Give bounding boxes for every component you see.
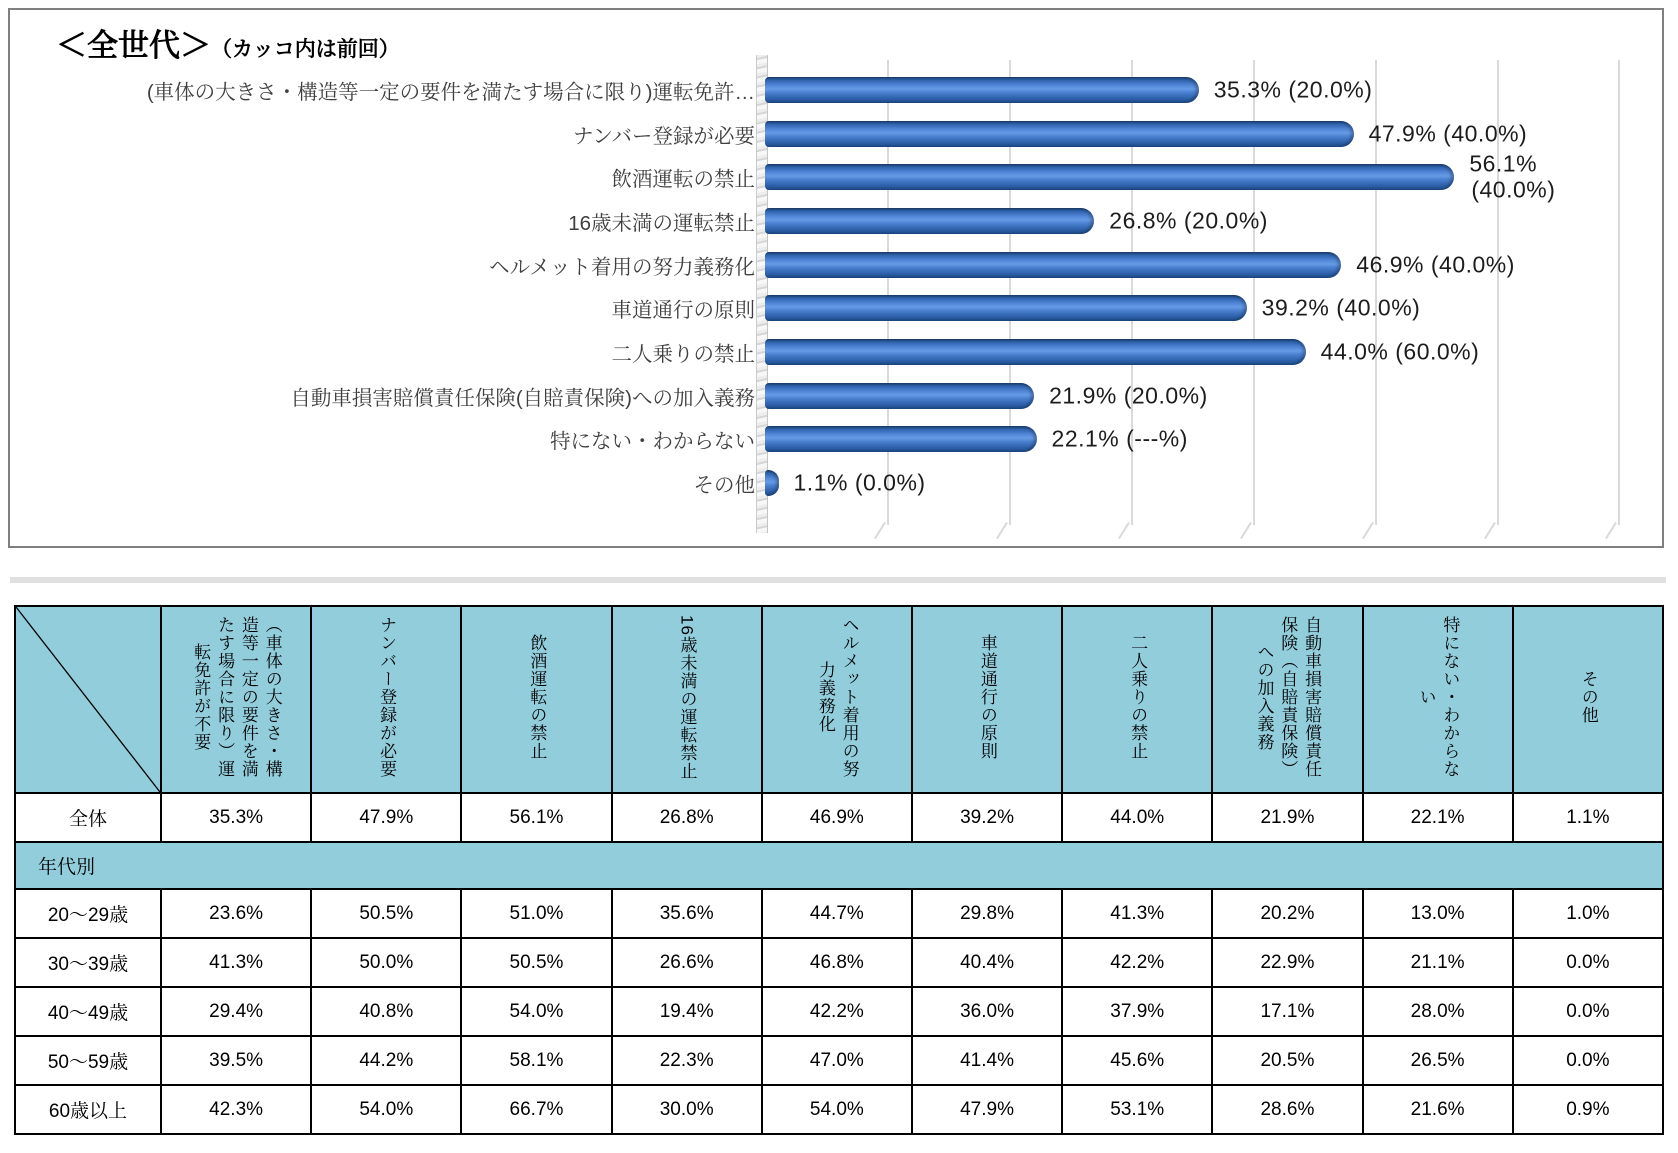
table-value-cell: 54.0% xyxy=(762,1085,912,1134)
chart-track xyxy=(765,374,1662,418)
chart-track xyxy=(765,68,1662,112)
table-value-cell: 21.6% xyxy=(1363,1085,1513,1134)
table-value-cell: 13.0% xyxy=(1363,889,1513,938)
chart-row xyxy=(10,199,1662,243)
table-value-cell: 23.6% xyxy=(161,889,311,938)
table-value-cell: 29.8% xyxy=(912,889,1062,938)
table-value-cell: 22.1% xyxy=(1363,793,1513,842)
table-header-cell xyxy=(161,606,311,793)
table-value-cell: 41.3% xyxy=(161,938,311,987)
table-value-cell: 50.5% xyxy=(311,889,461,938)
chart-track xyxy=(765,199,1662,243)
table-header-row xyxy=(15,606,1663,793)
table-value-cell: 54.0% xyxy=(461,987,611,1036)
table-value-cell: 1.1% xyxy=(1513,793,1663,842)
table-value-cell: 50.0% xyxy=(311,938,461,987)
table-value-cell: 47.0% xyxy=(762,1036,912,1085)
chart-row xyxy=(10,286,1662,330)
chart-bar xyxy=(765,470,779,496)
chart-value-label: 35.3% (20.0%) xyxy=(1213,76,1373,103)
chart-category-label: 二人乗りの禁止 xyxy=(611,342,755,366)
table-value-cell: 26.6% xyxy=(612,938,762,987)
table-header-cell xyxy=(461,606,611,793)
row-label-cell: 40～49歳 xyxy=(15,987,161,1036)
table-value-cell: 17.1% xyxy=(1212,987,1362,1036)
table-header-text: その他 xyxy=(1578,670,1598,724)
row-label-cell: 60歳以上 xyxy=(15,1085,161,1134)
row-label-cell: 全体 xyxy=(15,793,161,842)
table-value-cell: 44.0% xyxy=(1062,793,1212,842)
chart-track xyxy=(765,286,1662,330)
chart-title: ＜全世代＞ xyxy=(56,28,211,63)
chart-category-label: 自動車損害賠償責任保険(自賠責保険)への加入義務 xyxy=(290,386,755,410)
table-row xyxy=(15,793,1663,842)
chart-category-label: ヘルメット着用の努力義務化 xyxy=(489,255,755,279)
table-header-cell xyxy=(912,606,1062,793)
table-header-cell xyxy=(1062,606,1212,793)
table-value-cell: 37.9% xyxy=(1062,987,1212,1036)
table-header-text: 二人乗りの禁止 xyxy=(1128,634,1148,760)
table-value-cell: 46.8% xyxy=(762,938,912,987)
chart-value-label: 21.9% (20.0%) xyxy=(1049,382,1208,409)
table-value-cell: 42.2% xyxy=(762,987,912,1036)
chart-category-label: (車体の大きさ・構造等一定の要件を満たす場合に限り)運転免許… xyxy=(146,80,755,104)
chart-panel xyxy=(8,8,1664,548)
corner-cell xyxy=(15,606,161,793)
chart-row xyxy=(10,112,1662,156)
chart-bar xyxy=(765,252,1341,278)
chart-title-note: （カッコ内は前回） xyxy=(211,38,400,61)
chart-value-label: 26.8% (20.0%) xyxy=(1109,207,1268,234)
table-header-cell xyxy=(1513,606,1663,793)
table-value-cell: 42.2% xyxy=(1062,938,1212,987)
chart-value-label: 47.9% (40.0%) xyxy=(1368,120,1528,147)
chart-track xyxy=(765,112,1662,156)
chart-track xyxy=(765,461,1662,505)
table-header-text: 特にない・わからない xyxy=(1416,616,1460,778)
table-header-cell xyxy=(1363,606,1513,793)
table-value-cell: 56.1% xyxy=(461,793,611,842)
table-value-cell: 0.0% xyxy=(1513,1036,1663,1085)
table-value-cell: 26.5% xyxy=(1363,1036,1513,1085)
table-value-cell: 21.9% xyxy=(1212,793,1362,842)
corner-diagonal-line xyxy=(16,607,160,792)
table-value-cell: 22.9% xyxy=(1212,938,1362,987)
chart-category-label: 特にない・わからない xyxy=(550,430,755,454)
chart-row xyxy=(10,68,1662,112)
table-value-cell: 26.8% xyxy=(612,793,762,842)
table-header-text: ヘルメット着用の努力義務化 xyxy=(815,616,859,778)
chart-track xyxy=(765,418,1662,462)
table-value-cell: 42.3% xyxy=(161,1085,311,1134)
chart-track xyxy=(765,243,1662,287)
chart-category-label: 車道通行の原則 xyxy=(611,299,755,323)
table-value-cell: 0.0% xyxy=(1513,987,1663,1036)
chart-bar xyxy=(765,208,1094,234)
table-value-cell: 35.3% xyxy=(161,793,311,842)
table-value-cell: 39.2% xyxy=(912,793,1062,842)
data-table xyxy=(14,605,1664,1135)
table-row xyxy=(15,889,1663,938)
table-value-cell: 66.7% xyxy=(461,1085,611,1134)
section-label-cell: 年代別 xyxy=(15,842,1663,889)
chart-row xyxy=(10,461,1662,505)
table-value-cell: 35.6% xyxy=(612,889,762,938)
table-value-cell: 40.4% xyxy=(912,938,1062,987)
table-value-cell: 53.1% xyxy=(1062,1085,1212,1134)
table-value-cell: 0.0% xyxy=(1513,938,1663,987)
table-value-cell: 40.8% xyxy=(311,987,461,1036)
table-section-row xyxy=(15,842,1663,889)
table-body xyxy=(15,606,1663,1134)
table-header-text: 自動車損害賠償責任保険（自賠責保険）への加入義務 xyxy=(1254,616,1322,778)
table-row xyxy=(15,987,1663,1036)
table-header-text: 飲酒運転の禁止 xyxy=(527,634,547,760)
chart-row xyxy=(10,150,1662,203)
panel-bottom-edge xyxy=(10,577,1666,583)
chart-category-label: 16歳未満の運転禁止 xyxy=(568,211,755,235)
table-value-cell: 45.6% xyxy=(1062,1036,1212,1085)
chart-value-label: 44.0% (60.0%) xyxy=(1320,338,1480,365)
table-value-cell: 20.2% xyxy=(1212,889,1362,938)
chart-bar xyxy=(765,121,1354,147)
table-value-cell: 29.4% xyxy=(161,987,311,1036)
table-value-cell: 0.9% xyxy=(1513,1085,1663,1134)
chart-row xyxy=(10,243,1662,287)
chart-category-label: その他 xyxy=(693,474,755,498)
chart-value-label: 22.1% (---%) xyxy=(1051,425,1188,452)
chart-value-prev: (40.0%) xyxy=(1471,176,1556,203)
table-value-cell: 44.7% xyxy=(762,889,912,938)
table-value-cell: 58.1% xyxy=(461,1036,611,1085)
table-row xyxy=(15,1036,1663,1085)
table-value-cell: 28.6% xyxy=(1212,1085,1362,1134)
table-header-cell xyxy=(612,606,762,793)
chart-category-label: ナンバー登録が必要 xyxy=(572,124,755,148)
table-value-cell: 39.5% xyxy=(161,1036,311,1085)
table-value-cell: 36.0% xyxy=(912,987,1062,1036)
table-header-cell xyxy=(762,606,912,793)
chart-value-label: 46.9% (40.0%) xyxy=(1356,251,1515,278)
chart-value-label: 1.1% (0.0%) xyxy=(793,469,926,496)
chart-bar xyxy=(765,426,1037,452)
table-header-text: 車道通行の原則 xyxy=(977,634,997,760)
table-value-cell: 1.0% xyxy=(1513,889,1663,938)
chart-category-label: 飲酒運転の禁止 xyxy=(611,168,755,192)
table-value-cell: 46.9% xyxy=(762,793,912,842)
table-header-text: 16歳未満の運転禁止 xyxy=(677,614,697,780)
table-row xyxy=(15,1085,1663,1134)
table-value-cell: 44.2% xyxy=(311,1036,461,1085)
table-value-cell: 41.3% xyxy=(1062,889,1212,938)
chart-bar xyxy=(765,339,1306,365)
table-value-cell: 21.1% xyxy=(1363,938,1513,987)
chart-bar xyxy=(765,295,1247,321)
table-value-cell: 50.5% xyxy=(461,938,611,987)
table-value-cell: 30.0% xyxy=(612,1085,762,1134)
chart-rows xyxy=(10,68,1662,505)
row-label-cell: 50～59歳 xyxy=(15,1036,161,1085)
table-header-cell xyxy=(1212,606,1362,793)
table-header-text: （車体の大きさ・構造等一定の要件を満たす場合に限り）運転免許が不要 xyxy=(191,616,282,778)
table-value-cell: 47.9% xyxy=(311,793,461,842)
table-header-cell xyxy=(311,606,461,793)
table-value-cell: 54.0% xyxy=(311,1085,461,1134)
chart-bar xyxy=(765,77,1199,103)
chart-track xyxy=(765,330,1662,374)
chart-row xyxy=(10,330,1662,374)
table-header-text: ナンバー登録が必要 xyxy=(377,616,397,778)
chart-bar xyxy=(765,383,1034,409)
chart-value-label: 39.2% (40.0%) xyxy=(1261,294,1421,321)
chart-value-label xyxy=(1469,151,1555,203)
table-value-cell: 20.5% xyxy=(1212,1036,1362,1085)
table-row xyxy=(15,938,1663,987)
table-value-cell: 28.0% xyxy=(1363,987,1513,1036)
chart-track xyxy=(765,150,1662,203)
chart-row xyxy=(10,418,1662,462)
table-value-cell: 41.4% xyxy=(912,1036,1062,1085)
row-label-cell: 30～39歳 xyxy=(15,938,161,987)
chart-row xyxy=(10,374,1662,418)
table-value-cell: 22.3% xyxy=(612,1036,762,1085)
row-label-cell: 20～29歳 xyxy=(15,889,161,938)
table-value-cell: 47.9% xyxy=(912,1085,1062,1134)
chart-title-row xyxy=(56,20,400,65)
table-value-cell: 51.0% xyxy=(461,889,611,938)
table-value-cell: 19.4% xyxy=(612,987,762,1036)
chart-value-main: 56.1% xyxy=(1469,150,1538,177)
chart-bar xyxy=(765,164,1454,190)
